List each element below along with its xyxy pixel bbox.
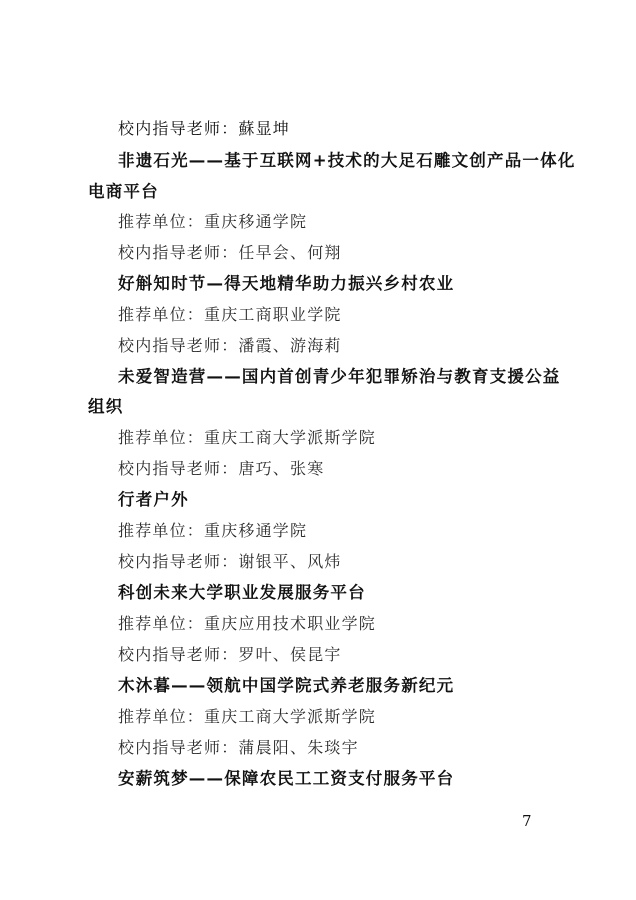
project-title-continuation: 组织	[88, 397, 124, 416]
advisor-line: 校内指导老师：潘霞、游海莉	[118, 336, 342, 355]
advisor-line: 校内指导老师：蘇显坤	[118, 119, 291, 138]
advisor-line: 校内指导老师：唐巧、张寒	[118, 459, 325, 478]
advisor-line: 校内指导老师：谢银平、风炜	[118, 552, 342, 571]
recommend-unit-line: 推荐单位：重庆移通学院	[118, 521, 308, 540]
project-title: 木沐暮——领航中国学院式养老服务新纪元	[118, 676, 455, 695]
advisor-line: 校内指导老师：罗叶、侯昆宇	[118, 645, 342, 664]
project-title-continuation: 电商平台	[88, 182, 159, 201]
page-number: 7	[522, 812, 532, 830]
project-title: 好斛知时节—得天地精华助力振兴乡村农业	[118, 274, 455, 293]
project-title: 未爱智造营——国内首创青少年犯罪矫治与教育支援公益	[118, 367, 561, 386]
recommend-unit-line: 推荐单位：重庆工商大学派斯学院	[118, 707, 377, 726]
recommend-unit-line: 推荐单位：重庆工商大学派斯学院	[118, 428, 377, 447]
project-title: 行者户外	[118, 490, 189, 509]
project-title: 非遗石光——基于互联网+技术的大足石雕文创产品一体化	[118, 151, 576, 170]
project-title: 安薪筑梦——保障农民工工资支付服务平台	[118, 769, 455, 788]
advisor-line: 校内指导老师：蒲晨阳、朱琰宇	[118, 738, 359, 757]
project-title: 科创未来大学职业发展服务平台	[118, 583, 366, 602]
recommend-unit-line: 推荐单位：重庆移通学院	[118, 212, 308, 231]
recommend-unit-line: 推荐单位：重庆工商职业学院	[118, 305, 342, 324]
advisor-line: 校内指导老师：任早会、何翔	[118, 243, 342, 262]
recommend-unit-line: 推荐单位：重庆应用技术职业学院	[118, 614, 377, 633]
